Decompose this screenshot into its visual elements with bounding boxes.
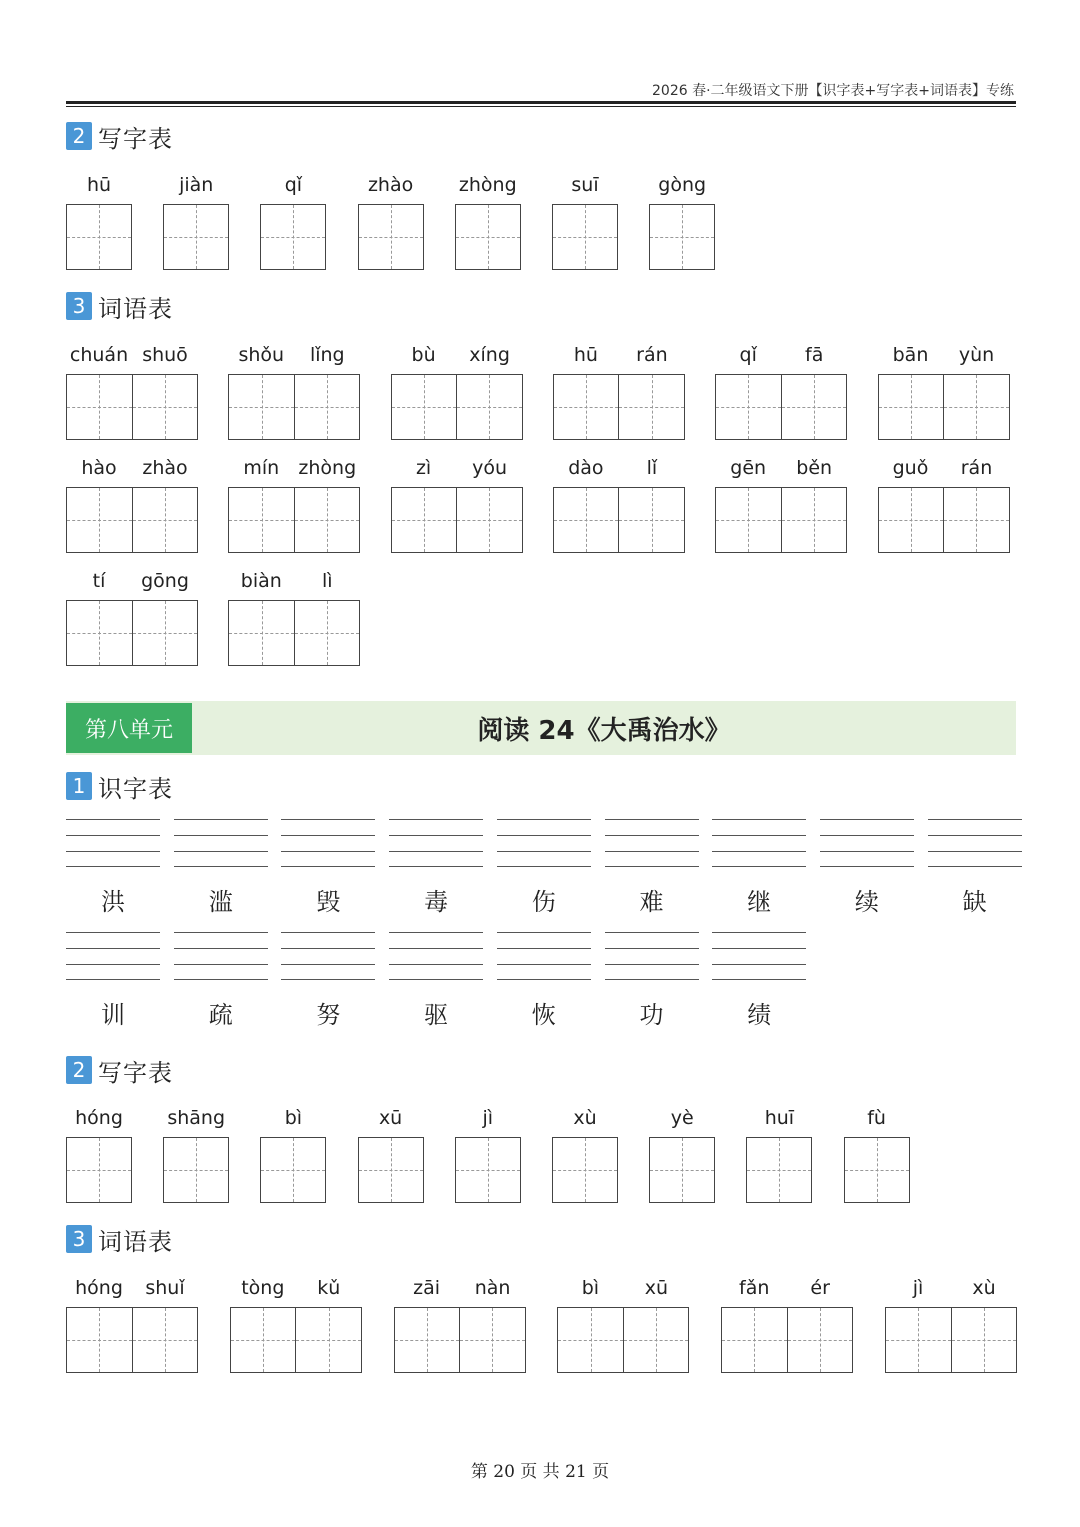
- tian-cell: [781, 375, 847, 439]
- pinyin-label: gēn: [730, 457, 767, 479]
- tian-cell: [261, 205, 325, 269]
- writing-grid: [455, 204, 521, 270]
- pinyin-label: yè: [670, 1107, 694, 1129]
- pinyin-label: jì: [912, 1277, 924, 1299]
- pinyin-label: tòng: [241, 1277, 285, 1299]
- pinyin-label: zhào: [142, 457, 188, 479]
- tian-cell: [392, 488, 457, 552]
- pinyin-writing-lines: [928, 819, 1022, 867]
- recognize-char: 训: [101, 1001, 125, 1029]
- pinyin-label: hóng: [75, 1107, 123, 1129]
- pinyin-label: xù: [972, 1277, 996, 1299]
- pinyin-label: fù: [867, 1107, 886, 1129]
- recognize-char: 毁: [316, 888, 341, 916]
- tian-cell: [554, 375, 619, 439]
- recognize-char: 努: [316, 1001, 341, 1029]
- recognize-char: 缺: [962, 888, 987, 916]
- section-number: 2: [66, 122, 92, 150]
- pinyin-writing-lines: [389, 932, 483, 980]
- tian-cell: [459, 1308, 525, 1372]
- writing-grid: [649, 204, 715, 270]
- writing-grid: [163, 204, 229, 270]
- pinyin-label: zāi: [413, 1277, 441, 1299]
- pinyin-label: zhào: [367, 174, 414, 196]
- pinyin-label: zhòng: [458, 174, 517, 196]
- pinyin-label: xíng: [469, 344, 510, 366]
- tian-cell: [618, 375, 684, 439]
- tian-cell: [164, 1138, 228, 1202]
- writing-grid: [553, 487, 685, 553]
- pinyin-label: mín: [243, 457, 280, 479]
- pinyin-writing-lines: [174, 819, 268, 867]
- pinyin-writing-lines: [174, 932, 268, 980]
- pinyin-label: shāng: [167, 1107, 226, 1129]
- section-recognize-chars: [66, 771, 173, 801]
- tian-cell: [67, 1308, 132, 1372]
- pinyin-label: dào: [568, 457, 604, 479]
- pinyin-label: shuō: [142, 344, 188, 366]
- header-rule-thick: [66, 101, 1016, 104]
- tian-cell: [845, 1138, 909, 1202]
- writing-grid: [358, 204, 424, 270]
- recognize-char: 恢: [531, 1001, 556, 1029]
- tian-cell: [554, 488, 619, 552]
- tian-cell: [395, 1308, 460, 1372]
- pinyin-writing-lines: [605, 932, 699, 980]
- unit-label: 第八单元: [66, 703, 192, 753]
- section-words-2: [66, 1224, 173, 1254]
- writing-grid: [228, 487, 360, 553]
- writing-grid: [391, 374, 523, 440]
- pinyin-writing-lines: [497, 819, 591, 867]
- writing-grid: [455, 1137, 521, 1203]
- tian-cell: [359, 1138, 423, 1202]
- recognize-char: 续: [854, 888, 879, 916]
- tian-cell: [787, 1308, 853, 1372]
- pinyin-label: guǒ: [892, 457, 929, 479]
- tian-cell: [231, 1308, 296, 1372]
- tian-cell: [132, 488, 198, 552]
- tian-cell: [886, 1308, 951, 1372]
- pinyin-label: fǎn: [739, 1277, 770, 1299]
- recognize-char: 继: [747, 888, 772, 916]
- pinyin-writing-lines: [712, 932, 806, 980]
- writing-grid: [66, 1137, 132, 1203]
- section-title: 词语表: [98, 1227, 173, 1256]
- tian-cell: [67, 601, 132, 665]
- tian-cell: [229, 375, 294, 439]
- tian-cell: [294, 375, 360, 439]
- pinyin-writing-lines: [389, 819, 483, 867]
- pinyin-label: xù: [573, 1107, 597, 1129]
- writing-grid: [358, 1137, 424, 1203]
- tian-cell: [650, 205, 714, 269]
- tian-cell: [781, 488, 847, 552]
- section-title: 写字表: [98, 124, 173, 153]
- writing-grid: [66, 374, 198, 440]
- pinyin-label: lǐng: [309, 344, 345, 366]
- pinyin-label: qǐ: [739, 344, 757, 366]
- writing-grid: [878, 487, 1010, 553]
- pinyin-label: fā: [805, 344, 824, 366]
- section-number: 3: [66, 1225, 92, 1253]
- pinyin-label: bì: [284, 1107, 303, 1129]
- writing-grid: [552, 1137, 618, 1203]
- tian-cell: [456, 375, 522, 439]
- section-number: 3: [66, 292, 92, 320]
- writing-grid: [394, 1307, 526, 1373]
- writing-grid: [260, 1137, 326, 1203]
- pinyin-label: shǒu: [238, 344, 285, 366]
- pinyin-label: rán: [960, 457, 993, 479]
- recognize-char: 伤: [531, 888, 556, 916]
- tian-cell: [456, 205, 520, 269]
- pinyin-label: huī: [764, 1107, 795, 1129]
- tian-cell: [716, 375, 781, 439]
- tian-cell: [650, 1138, 714, 1202]
- pinyin-label: tí: [92, 570, 106, 592]
- pinyin-label: hū: [86, 174, 112, 196]
- tian-cell: [456, 488, 522, 552]
- tian-cell: [67, 205, 131, 269]
- tian-cell: [747, 1138, 811, 1202]
- writing-grid: [66, 487, 198, 553]
- writing-grid: [66, 1307, 198, 1373]
- tian-cell: [553, 1138, 617, 1202]
- pinyin-writing-lines: [281, 932, 375, 980]
- page-footer: 第 20 页 共 21 页: [470, 1462, 610, 1482]
- pinyin-label: hū: [573, 344, 598, 366]
- writing-grid: [228, 374, 360, 440]
- tian-cell: [295, 1308, 361, 1372]
- pinyin-label: yùn: [958, 344, 995, 366]
- writing-grid: [66, 204, 132, 270]
- recognize-char: 绩: [747, 1001, 772, 1029]
- pinyin-label: gōng: [141, 570, 189, 592]
- section-title: 识字表: [98, 774, 173, 803]
- header-rule-thin: [66, 106, 1016, 107]
- tian-cell: [716, 488, 781, 552]
- recognize-char: 洪: [101, 888, 125, 916]
- section-write-chars-2: [66, 1055, 173, 1085]
- recognize-char: 疏: [208, 1001, 233, 1029]
- pinyin-writing-lines: [66, 819, 160, 867]
- pinyin-label: hào: [81, 457, 117, 479]
- tian-cell: [943, 375, 1009, 439]
- writing-grid: [649, 1137, 715, 1203]
- pinyin-writing-lines: [497, 932, 591, 980]
- tian-cell: [553, 205, 617, 269]
- writing-grid: [715, 487, 847, 553]
- pinyin-label: jì: [482, 1107, 494, 1129]
- pinyin-writing-lines: [605, 819, 699, 867]
- section-title: 写字表: [98, 1058, 173, 1087]
- pinyin-label: qǐ: [284, 174, 303, 196]
- pinyin-label: yóu: [472, 457, 508, 479]
- tian-cell: [951, 1308, 1017, 1372]
- recognize-char: 滥: [208, 888, 233, 916]
- writing-grid: [844, 1137, 910, 1203]
- recognize-char: 毒: [424, 888, 449, 916]
- pinyin-label: běn: [796, 457, 833, 479]
- pinyin-writing-lines: [66, 932, 160, 980]
- section-title: 词语表: [98, 294, 173, 323]
- pinyin-writing-lines: [820, 819, 914, 867]
- tian-cell: [164, 205, 228, 269]
- writing-grid: [746, 1137, 812, 1203]
- pinyin-label: gòng: [658, 174, 707, 196]
- tian-cell: [359, 205, 423, 269]
- pinyin-label: rán: [636, 344, 668, 366]
- pinyin-label: jiàn: [179, 174, 214, 196]
- writing-grid: [228, 600, 360, 666]
- writing-grid: [552, 204, 618, 270]
- pinyin-label: biàn: [240, 570, 282, 592]
- pinyin-label: kǔ: [317, 1277, 341, 1299]
- tian-cell: [558, 1308, 623, 1372]
- tian-cell: [618, 488, 684, 552]
- tian-cell: [879, 375, 944, 439]
- pinyin-label: xū: [378, 1107, 403, 1129]
- writing-grid: [878, 374, 1010, 440]
- tian-cell: [392, 375, 457, 439]
- writing-grid: [163, 1137, 229, 1203]
- recognize-char: 功: [639, 1001, 664, 1029]
- recognize-char: 驱: [424, 1001, 449, 1029]
- tian-cell: [67, 375, 132, 439]
- header-title: 2026 春·二年级语文下册【识字表+写字表+词语表】专练: [652, 83, 1014, 99]
- tian-cell: [879, 488, 944, 552]
- tian-cell: [623, 1308, 689, 1372]
- tian-cell: [132, 375, 198, 439]
- tian-cell: [294, 601, 360, 665]
- writing-grid: [557, 1307, 689, 1373]
- writing-grid: [885, 1307, 1017, 1373]
- writing-grid: [553, 374, 685, 440]
- tian-cell: [67, 488, 132, 552]
- section-number: 1: [66, 772, 92, 800]
- tian-cell: [67, 1138, 131, 1202]
- pinyin-label: zhòng: [298, 457, 357, 479]
- pinyin-writing-lines: [281, 819, 375, 867]
- pinyin-label: bān: [892, 344, 929, 366]
- tian-cell: [229, 601, 294, 665]
- writing-grid: [260, 204, 326, 270]
- pinyin-label: ér: [810, 1277, 830, 1299]
- pinyin-label: chuán: [69, 344, 129, 366]
- writing-grid: [230, 1307, 362, 1373]
- tian-cell: [132, 601, 198, 665]
- pinyin-label: bì: [581, 1277, 600, 1299]
- tian-cell: [943, 488, 1009, 552]
- writing-grid: [721, 1307, 853, 1373]
- tian-cell: [132, 1308, 198, 1372]
- pinyin-label: lǐ: [646, 457, 658, 479]
- pinyin-label: xū: [644, 1277, 669, 1299]
- pinyin-writing-lines: [712, 819, 806, 867]
- pinyin-label: lì: [322, 570, 333, 592]
- pinyin-label: suī: [571, 174, 599, 196]
- tian-cell: [229, 488, 294, 552]
- pinyin-label: bù: [411, 344, 436, 366]
- tian-cell: [294, 488, 360, 552]
- tian-cell: [261, 1138, 325, 1202]
- writing-grid: [66, 600, 198, 666]
- section-words-1: [66, 291, 173, 321]
- section-write-chars-1: [66, 121, 173, 151]
- unit-title: 阅读 24《大禹治水》: [477, 715, 731, 746]
- writing-grid: [391, 487, 523, 553]
- pinyin-label: nàn: [474, 1277, 511, 1299]
- pinyin-label: zì: [415, 457, 432, 479]
- pinyin-label: hóng: [75, 1277, 123, 1299]
- pinyin-label: shuǐ: [145, 1277, 185, 1299]
- writing-grid: [715, 374, 847, 440]
- section-number: 2: [66, 1056, 92, 1084]
- recognize-char: 难: [639, 888, 664, 916]
- tian-cell: [722, 1308, 787, 1372]
- tian-cell: [456, 1138, 520, 1202]
